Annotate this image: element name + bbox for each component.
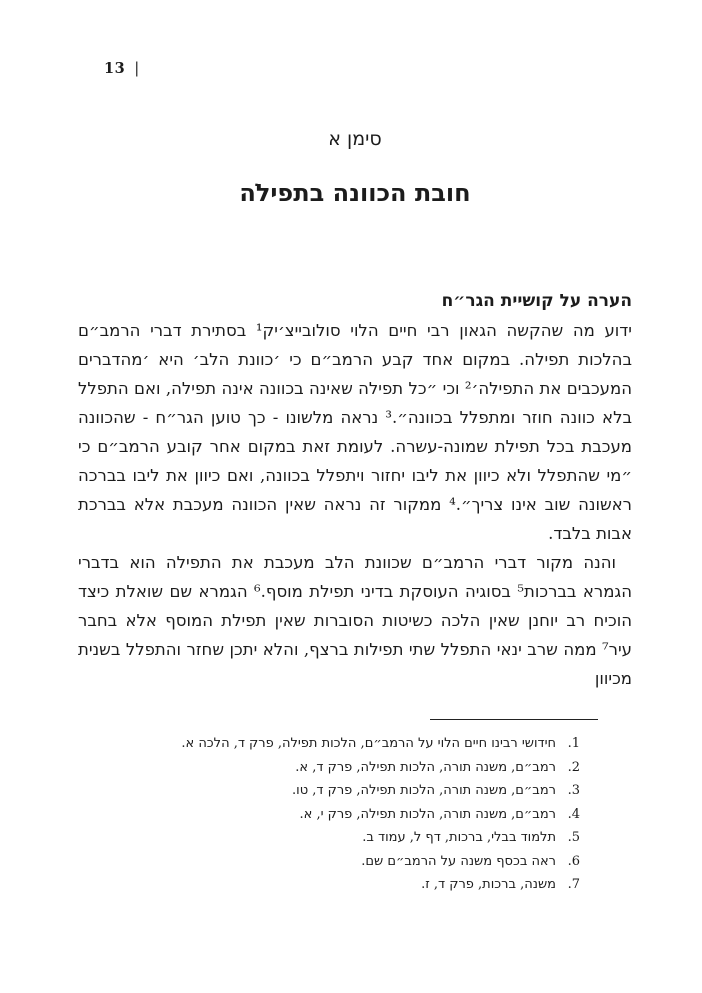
footnote-number: 6.: [567, 853, 580, 869]
footnote-text: רמב״ם, משנה תורה, הלכות תפילה, פרק ד, טו.: [292, 783, 556, 798]
section-heading: הערה על קושיית הגר״ח: [441, 291, 632, 311]
footnote-text: רמב״ם, משנה תורה, הלכות תפילה, פרק י, א.: [299, 806, 556, 822]
body-text: [78, 316, 632, 693]
footnote-row: [98, 779, 598, 803]
footnote-text: תלמוד בבלי, ברכות, דף ל, עמוד ב.: [362, 830, 556, 845]
footnote-row: [98, 850, 598, 874]
footnote-number: 5.: [567, 830, 580, 845]
footnote-number: 2.: [567, 759, 580, 775]
footnote-number: 1.: [567, 736, 580, 751]
page-number-block: [104, 59, 140, 77]
footnote-separator: [430, 719, 598, 720]
footnote-number: 3.: [567, 783, 580, 798]
footnote-row: [98, 756, 598, 780]
footnote-row: [98, 732, 598, 756]
footnote-number: 7.: [567, 877, 580, 892]
footnote-row: [98, 803, 598, 827]
footnote-row: [98, 873, 598, 897]
body-paragraph-2: והנה מקור דברי הרמב״ם שכוונת הלב מעכבת את התפילה הוא בדברי הגמרא בברכות⁵ בסוגיה העוסקת בדיני תפילת מוסף.⁶ הגמרא שם שואלת כיצד הוכיח רב יוחנן שאין הלכה כשיטות הסוברות שאין תפילת המוסף אלא בחבר עיר⁷ ממה שרב ינאי התפלל שתי תפילות ברצף, והלא יתכן שחזר והתפלל בשנית מכיוון: [78, 553, 632, 688]
footnotes-block: [98, 719, 598, 897]
page-number-divider: |: [134, 59, 140, 77]
footnote-text: רמב״ם, משנה תורה, הלכות תפילה, פרק ד, א.: [295, 759, 556, 775]
chapter-title: חובת הכוונה בתפילֹה: [239, 178, 471, 207]
page-number: 13: [104, 60, 126, 77]
footnote-text: משנה, ברכות, פרק ד, ז.: [421, 877, 556, 892]
footnote-text: ראה בכסף משנה על הרמב״ם שם.: [361, 853, 556, 869]
footnote-text: חידושי רבינו חיים הלוי על הרמב״ם, הלכות תפילה, פרק ד, הלכה א.: [181, 736, 556, 751]
siman-label: סימן א: [328, 128, 382, 150]
footnote-number: 4.: [567, 806, 580, 822]
body-paragraph-1: ידוע מה שהקשה הגאון רבי חיים הלוי סולובייצ׳יק¹ בסתירת דברי הרמב״ם בהלכות תפילה. במקום אחד קבע הרמב״ם כי ׳כוונת הלב׳ היא ׳מהדברים המעכבים את התפילה׳² וכי ״כל תפילה שאינה בכוונה אינה תפילה, ואם התפלל בלא כוונה חוזר ומתפלל בכוונה״.³ נראה מלשונו - כך טוען הגר״ח - שהכוונה מעכבת בכל תפילת שמונה-עשרה. לעומת זאת במקום אחר קובע הרמב״ם כי ״מי שהתפלל ולא כיוון את ליבו יחזור ויתפלל בכוונה, ואם כיוון את ליבו בברכה ראשונה שוב אינו צריך״.⁴ ממקור זה נראה שאין הכוונה מעכבת אלא בברכת אבות בלבד.: [78, 321, 632, 543]
footnote-row: [98, 826, 598, 850]
